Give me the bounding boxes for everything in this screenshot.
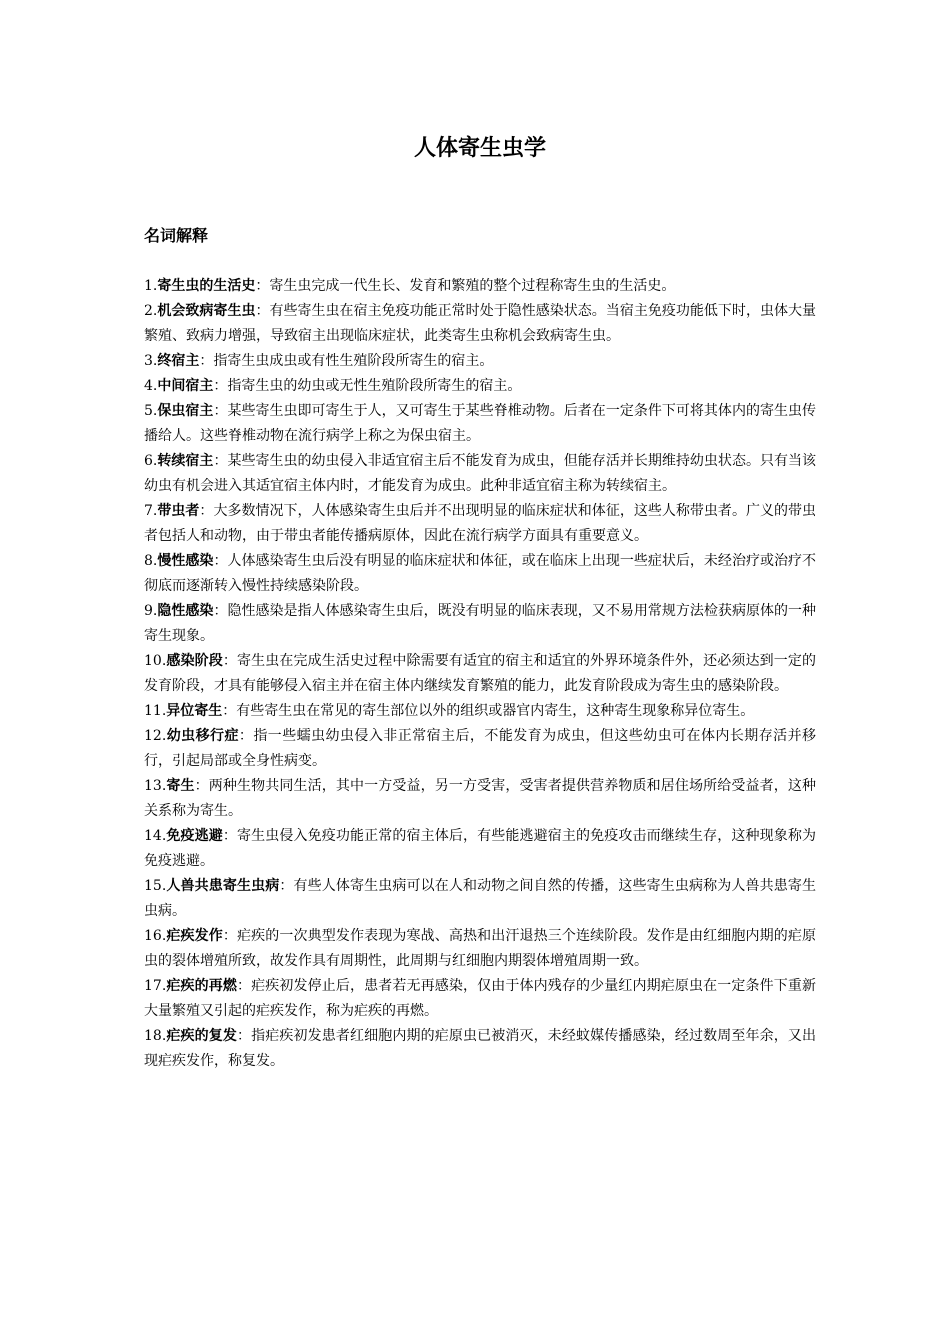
glossary-entry <box>144 1024 816 1074</box>
glossary-entry <box>144 874 816 924</box>
entry-definition: 指寄生虫的幼虫或无性生殖阶段所寄生的宿主。 <box>227 378 522 394</box>
glossary-entry <box>144 774 816 824</box>
glossary-entry <box>144 824 816 874</box>
entry-term: 人兽共患寄生虫病 <box>166 878 280 894</box>
entry-separator: ： <box>255 303 270 319</box>
entry-number: 7. <box>144 503 158 519</box>
entry-separator: ： <box>238 728 254 744</box>
entry-number: 14. <box>144 828 167 844</box>
entry-separator: ： <box>222 828 238 844</box>
entry-number: 11. <box>144 703 167 719</box>
entry-definition: 有些寄生虫在常见的寄生部位以外的组织或器官内寄生，这种寄生现象称异位寄生。 <box>236 703 755 719</box>
entry-definition: 某些寄生虫的幼虫侵入非适宜宿主后不能发育为成虫，但能存活并长期维持幼虫状态。只有当该幼虫有机会进入其适宜宿主体内时，才能发育为成虫。此种非适宜宿主称为转续宿主。 <box>144 453 817 494</box>
entry-separator: ： <box>213 403 228 419</box>
entry-number: 8. <box>144 553 158 569</box>
entry-term: 感染阶段 <box>166 653 223 669</box>
entry-number: 3. <box>144 353 158 369</box>
entry-term: 寄生 <box>166 778 195 794</box>
glossary-entry <box>144 974 816 1024</box>
entry-number: 1. <box>144 278 158 294</box>
entry-term: 寄生虫的生活史 <box>157 278 256 294</box>
entry-number: 15. <box>144 878 167 894</box>
glossary-entry <box>144 924 816 974</box>
entry-definition: 两种生物共同生活，其中一方受益，另一方受害，受害者提供营养物质和居住场所给受益者，这种关系称为寄生。 <box>144 778 816 819</box>
entry-number: 6. <box>144 453 158 469</box>
entry-separator: ： <box>255 278 270 294</box>
glossary-entry <box>144 274 816 299</box>
glossary-entry <box>144 599 816 649</box>
entry-number: 16. <box>144 928 167 944</box>
entry-separator: ： <box>237 1028 252 1044</box>
entry-separator: ： <box>222 653 238 669</box>
entry-definition: 有些寄生虫在宿主免疫功能正常时处于隐性感染状态。当宿主免疫功能低下时，虫体大量繁殖、致病力增强，导致宿主出现临床症状，此类寄生虫称机会致病寄生虫。 <box>144 303 816 344</box>
entry-definition: 某些寄生虫即可寄生于人，又可寄生于某些脊椎动物。后者在一定条件下可将其体内的寄生虫传播给人。这些脊椎动物在流行病学上称之为保虫宿主。 <box>144 403 817 444</box>
entry-definition: 寄生虫完成一代生长、发育和繁殖的整个过程称寄生虫的生活史。 <box>269 278 676 294</box>
entry-term: 慢性感染 <box>157 553 214 569</box>
entry-term: 疟疾的再燃 <box>166 978 238 994</box>
entry-separator: ： <box>237 978 252 994</box>
entry-term: 机会致病寄生虫 <box>157 303 256 319</box>
entry-term: 转续宿主 <box>157 453 214 469</box>
entry-separator: ： <box>213 378 228 394</box>
entry-separator: ： <box>213 603 228 619</box>
entry-term: 中间宿主 <box>157 378 214 394</box>
document-title: 人体寄生虫学 <box>413 136 546 161</box>
section-heading: 名词解释 <box>144 226 209 245</box>
entry-separator: ： <box>194 778 209 794</box>
entry-separator: ： <box>222 703 237 719</box>
glossary-list <box>144 274 816 1074</box>
glossary-entry <box>144 374 816 399</box>
entry-number: 13. <box>144 778 167 794</box>
entry-definition: 有些人体寄生虫病可以在人和动物之间自然的传播，这些寄生虫病称为人兽共患寄生虫病。 <box>144 878 817 919</box>
entry-separator: ： <box>213 553 228 569</box>
entry-definition: 寄生虫侵入免疫功能正常的宿主体后，有些能逃避宿主的免疫攻击而继续生存，这种现象称为免疫逃避。 <box>144 828 816 869</box>
entry-definition: 疟疾初发停止后，患者若无再感染，仅由于体内残存的少量红内期疟原虫在一定条件下重新大量繁殖又引起的疟疾发作，称为疟疾的再燃。 <box>144 978 816 1019</box>
entry-number: 4. <box>144 378 158 394</box>
entry-term: 终宿主 <box>157 353 200 369</box>
entry-definition: 指寄生虫成虫或有性生殖阶段所寄生的宿主。 <box>213 353 494 369</box>
entry-term: 幼虫移行症 <box>166 728 239 744</box>
entry-term: 异位寄生 <box>166 703 223 719</box>
glossary-entry <box>144 399 816 449</box>
entry-definition: 人体感染寄生虫后没有明显的临床症状和体征，或在临床上出现一些症状后，未经治疗或治疗不彻底而逐渐转入慢性持续感染阶段。 <box>144 553 817 594</box>
glossary-entry <box>144 299 816 349</box>
entry-separator: ： <box>222 928 238 944</box>
entry-definition: 大多数情况下，人体感染寄生虫后并不出现明显的临床症状和体征，这些人称带虫者。广义的带虫者包括人和动物，由于带虫者能传播病原体，因此在流行病学方面具有重要意义。 <box>144 503 817 544</box>
entry-number: 2. <box>144 303 158 319</box>
glossary-entry <box>144 449 816 499</box>
entry-separator: ： <box>199 503 214 519</box>
entry-term: 隐性感染 <box>157 603 214 619</box>
glossary-entry <box>144 724 816 774</box>
entry-definition: 疟疾的一次典型发作表现为寒战、高热和出汗退热三个连续阶段。发作是由红细胞内期的疟原虫的裂体增殖所致，故发作具有周期性，此周期与红细胞内期裂体增殖周期一致。 <box>144 928 816 969</box>
entry-number: 10. <box>144 653 167 669</box>
glossary-entry <box>144 549 816 599</box>
entry-term: 保虫宿主 <box>157 403 214 419</box>
entry-number: 18. <box>144 1028 167 1044</box>
entry-term: 带虫者 <box>157 503 200 519</box>
entry-definition: 指一些蠕虫幼虫侵入非正常宿主后，不能发育为成虫，但这些幼虫可在体内长期存活并移行，引起局部或全身性病变。 <box>144 728 817 769</box>
entry-number: 5. <box>144 403 158 419</box>
entry-definition: 指疟疾初发患者红细胞内期的疟原虫已被消灭，未经蚊媒传播感染，经过数周至年余，又出现疟疾发作，称复发。 <box>144 1028 816 1069</box>
entry-separator: ： <box>213 453 228 469</box>
glossary-entry <box>144 649 816 699</box>
entry-number: 9. <box>144 603 158 619</box>
glossary-entry <box>144 499 816 549</box>
entry-number: 17. <box>144 978 167 994</box>
entry-term: 免疫逃避 <box>166 828 223 844</box>
entry-definition: 隐性感染是指人体感染寄生虫后，既没有明显的临床表现，又不易用常规方法检获病原体的一种寄生现象。 <box>144 603 817 644</box>
entry-separator: ： <box>279 878 294 894</box>
glossary-entry <box>144 349 816 374</box>
entry-number: 12. <box>144 728 167 744</box>
entry-separator: ： <box>199 353 214 369</box>
entry-definition: 寄生虫在完成生活史过程中除需要有适宜的宿主和适宜的外界环境条件外，还必须达到一定的发育阶段，才具有能够侵入宿主并在宿主体内继续发育繁殖的能力，此发育阶段成为寄生虫的感染阶段。 <box>144 653 816 694</box>
entry-term: 疟疾发作 <box>166 928 223 944</box>
entry-term: 疟疾的复发 <box>166 1028 238 1044</box>
glossary-entry <box>144 699 816 724</box>
